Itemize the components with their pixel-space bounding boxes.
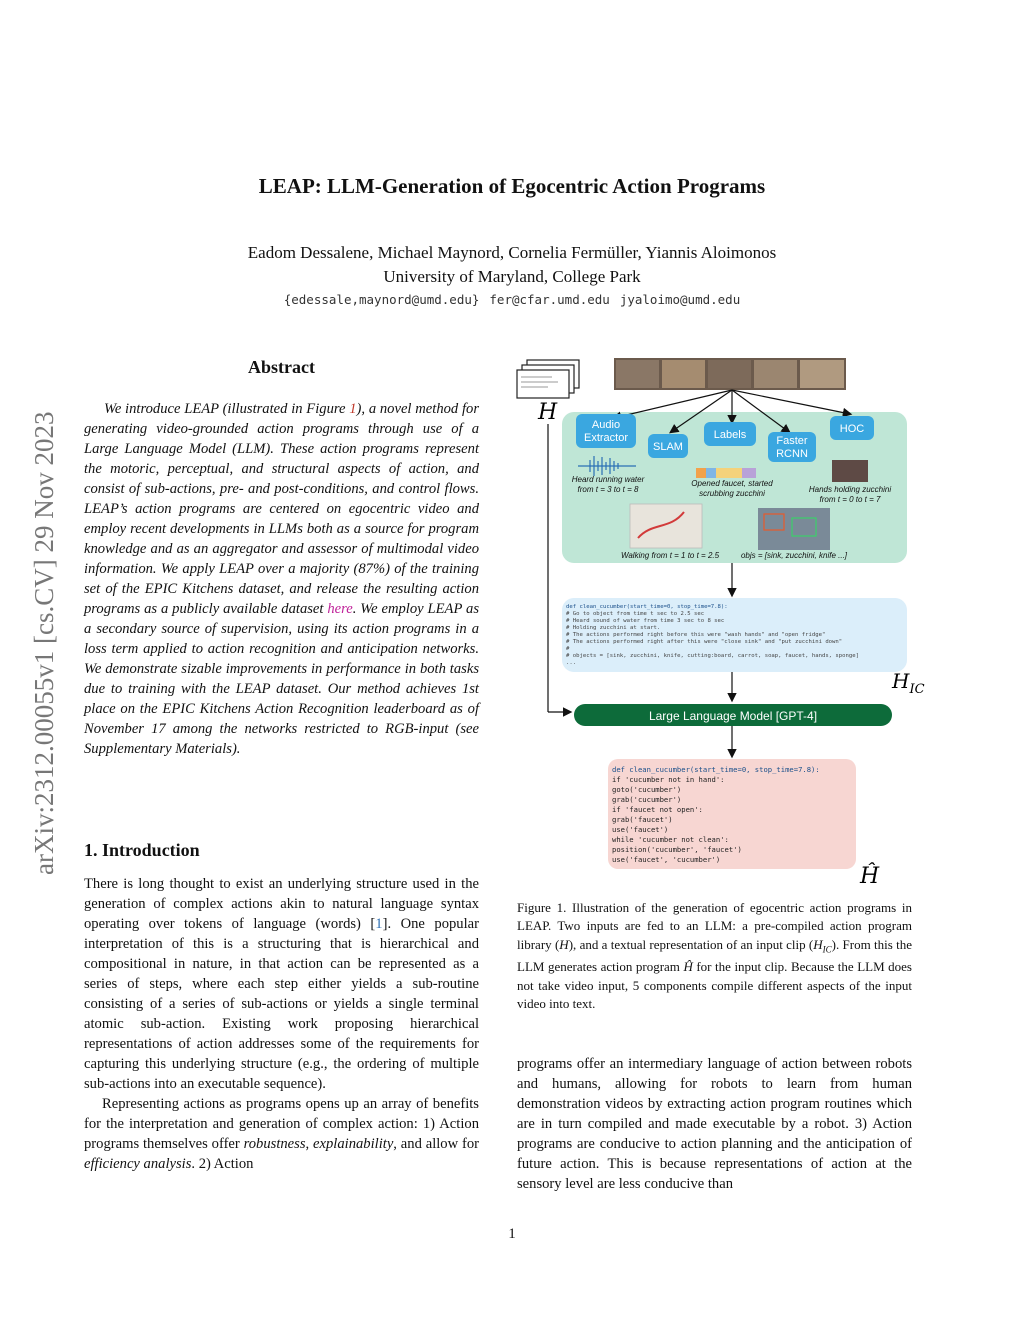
abstract-heading: Abstract [248,357,315,377]
svg-text:grab('faucet'): grab('faucet') [612,815,673,824]
email-3[interactable]: jyaloimo@umd.edu [619,292,741,307]
svg-text:# Go to object from time: # Go to object from time t sec to 2.5 sec [566,611,705,617]
intro-paragraph-2: Representing actions as programs opens up an array of benefits for the interpretation and generation of complex action: 1) Action programs themselves offer robustness, explainability, and allow for efficiency analysis. 2) Action [84,1096,480,1172]
video-frames-strip [614,358,846,390]
figure-1 [512,352,925,892]
clip-label-hic: $H_{IC}$ [892,669,925,697]
svg-text:Hands holding zucchini: Hands holding zucchini [808,485,892,494]
svg-text:...: ... [566,660,577,666]
introduction-heading: 1. Introduction [84,840,200,860]
svg-text:Labels: Labels [713,429,747,441]
affiliation: University of Maryland, College Park [383,267,641,286]
figure-caption: Figure 1. Illustration of the generation of egocentric action programs in LEAP. Two inputs are fed to an LLM: a pre-compiled action program library (H), and a textual representation of an input clip $(H_{IC})$. From this the LLM generates action program Ĥ for the input clip. Because the LLM does not take video input, 5 components compile different aspects of the input video into text. [517,900,913,1012]
svg-text:use('faucet'): use('faucet') [612,825,669,834]
intro-paragraph-1: There is long thought to exist an underlying structure used in the generation of complex actions akin to natural language syntax operating over tokens of language (words) [1]. One popular interpretation of this is a structuring that is hierarchical and compositional in nature, in that action can be represented as a series of steps, where each step either yields a sub-routine consisting of a series of sub-actions or yields a single terminal atomic sub-action. Existing work proposing hierarchical representations of action addresses some of the requirements for capturing this underlying structure (e.g., the ordering of multiple sub-actions into an executable sequence). [84,876,479,1092]
author-block [0,241,1024,289]
page-number: 1 [508,1226,516,1242]
svg-text:Audio: Audio [591,419,621,431]
svg-text:Heard running water: Heard running water [571,475,645,484]
emails [0,292,1024,307]
svg-text:from t = 0 to t = 7: from t = 0 to t = 7 [819,495,881,504]
slam-map-image [630,504,702,548]
svg-text:Faster: Faster [776,435,808,447]
svg-text:while 'cucumber not clean':: while 'cucumber not clean': [612,835,729,844]
svg-text:goto('cucumber'): goto('cucumber') [612,785,682,794]
program-library-icon [517,360,579,398]
svg-text:Walking from t = 1 to t = 2.5: Walking from t = 1 to t = 2.5 [620,551,720,560]
svg-text:# The actions performed r: # The actions performed right after this were "close sink" and "put zucchini down" [566,639,843,645]
svg-text:grab('cucumber'): grab('cucumber') [612,795,682,804]
svg-text:use('faucet', 'cucumber'): use('faucet', 'cucumber') [612,855,721,864]
introduction-body [84,874,479,1174]
svg-text:#: # [566,646,570,652]
svg-text:# Heard sound of water fr: # Heard sound of water from time 3 sec to 8 sec [566,618,725,624]
citation-link[interactable]: 1 [375,916,383,932]
llm-label: Large Language Model [GPT-4] [648,709,818,723]
svg-text:def clean_cucumber(start_time=: def clean_cucumber(start_time=0, stop_time=7.8): [612,765,820,774]
svg-text:Extractor: Extractor [583,432,629,444]
svg-text:if 'cucumber not in hand':: if 'cucumber not in hand': [612,775,725,784]
svg-text:# The actions performed r: # The actions performed right before this were "wash hands" and "open fridge" [566,632,826,638]
svg-text:# Holding zucchini at sta: # Holding zucchini at start. [566,625,661,631]
svg-text:if 'faucet not open':: if 'faucet not open': [612,805,703,814]
arxiv-identifier: arXiv:2312.00055v1 [cs.CV] 29 Nov 2023 [29,411,59,875]
svg-text:HOC: HOC [839,423,865,435]
svg-text:Opened faucet, started: Opened faucet, started [691,479,773,488]
library-label-h: H [538,400,558,425]
svg-text:objs = [sink, zucchini, knife: objs = [sink, zucchini, knife ...] [740,551,848,560]
svg-text:RCNN: RCNN [776,448,808,460]
email-1[interactable]: {edessale,maynord@umd.edu} [283,292,480,307]
dataset-link[interactable]: here [327,601,353,617]
svg-text:position('cucumber', 'faucet'): position('cucumber', 'faucet') [612,845,742,854]
svg-text:# objects = [sink, zucchi: # objects = [sink, zucchini, knife, cutting:board, carrot, soap, faucet, hands, sponge] [566,653,859,659]
svg-text:from t = 3 to t = 8: from t = 3 to t = 8 [577,485,639,494]
svg-text:scrubbing zucchini: scrubbing zucchini [699,489,765,498]
svg-text:SLAM: SLAM [653,441,683,453]
email-2[interactable]: fer@cfar.umd.edu [489,292,610,307]
authors: Eadom Dessalene, Michael Maynord, Cornelia Fermüller, Yiannis Aloimonos [247,243,777,262]
svg-text:def clean_cucumber(start_time=: def clean_cucumber(start_time=0, stop_time=7.8): [566,604,728,610]
hand-object-image [832,460,868,482]
labels-color-bar [696,468,756,478]
output-label-hhat: Ĥ [860,864,880,889]
figure-reference-link[interactable]: 1 [349,401,357,417]
abstract-body: We introduce LEAP (illustrated in Figure 1), a novel method for generating video-grounded action programs through use of a Large Language Model (LLM). These action programs represent the motoric, perceptual, and structural aspects of action, and consist of sub-actions, pre- and post-conditions, and control flows. LEAP’s action programs are centered on egocentric video and employ recent developments in LLMs both as a source for program knowledge and as an aggregator and assessor of multimodal video information. We apply LEAP over a majority (87%) of the training set of the EPIC Kitchens dataset, and release the resulting action programs as a publicly available dataset here. We employ LEAP as a secondary source of supervision, using its action programs in a loss term applied to action recognition and anticipation networks. We demonstrate sizable improvements in performance in both tasks due to training with the LEAP dataset. Our method achieves 1st place on the EPIC Kitchens Action Recognition leaderboard as of November 17 among the networks restricted to RGB-input (see Supplementary Materials). [84,401,479,757]
paper-title: LEAP: LLM-Generation of Egocentric Action Programs [258,174,766,198]
right-column-text: programs offer an intermediary language of action between robots and humans, allowing for robots to learn from human demonstration videos by extracting action program routines which are in turn compiled and made executable by a robot. 3) Action programs are conducive to action planning and the anticipation of future action. This is because representations of action at the sensory level are less conducive than [517,1056,912,1192]
object-detections-image [758,508,830,550]
